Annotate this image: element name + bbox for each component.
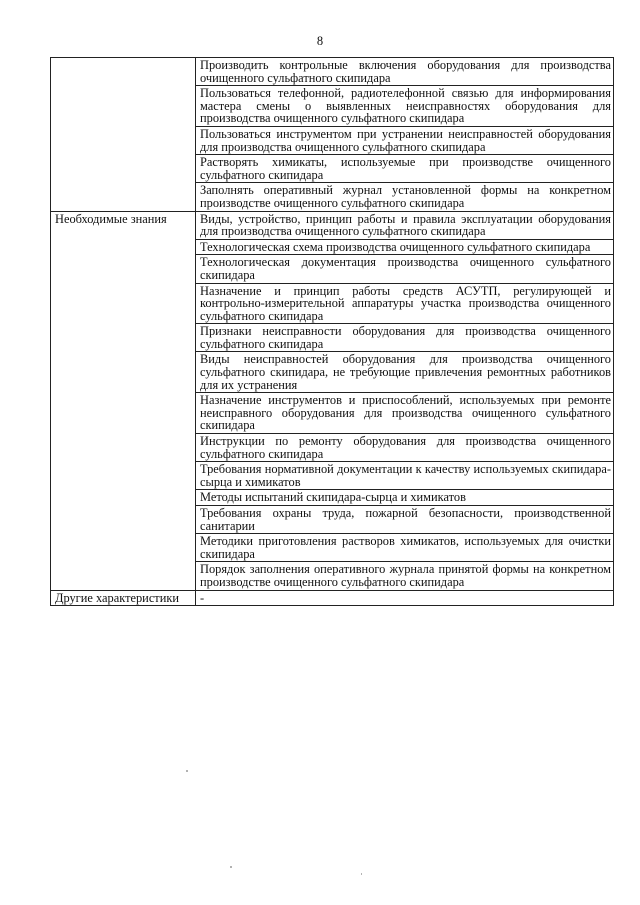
table-cell: Виды, устройство, принцип работы и правила эксплуатации оборудования для производства очищенного сульфатного скипидара xyxy=(196,211,614,239)
table-cell: Требования охраны труда, пожарной безопасности, производственной санитарии xyxy=(196,506,614,534)
competency-table xyxy=(50,57,614,606)
section-label-other: Другие характеристики xyxy=(51,590,196,606)
table-cell: Порядок заполнения оперативного журнала принятой формы на конкретном производстве очищенного сульфатного скипидара xyxy=(196,562,614,590)
table-cell: Растворять химикаты, используемые при производстве очищенного сульфатного скипидара xyxy=(196,155,614,183)
table-row xyxy=(51,590,614,606)
table-cell: Инструкции по ремонту оборудования для производства очищенного сульфатного скипидара xyxy=(196,434,614,462)
table-cell: Пользоваться телефонной, радиотелефонной связью для информирования мастера смены о выявленных неисправностях оборудования для производства очищенного сульфатного скипидара xyxy=(196,86,614,127)
scan-speck xyxy=(230,866,232,868)
table-row xyxy=(51,211,614,239)
scan-speck xyxy=(186,770,188,772)
table-cell: - xyxy=(196,590,614,606)
table-row xyxy=(51,58,614,86)
table-cell: Технологическая схема производства очищенного сульфатного скипидара xyxy=(196,239,614,255)
table-cell: Пользоваться инструментом при устранении неисправностей оборудования для производства очищенного сульфатного скипидара xyxy=(196,126,614,154)
table-cell: Назначение инструментов и приспособлений, используемых при ремонте неисправного оборудования для производства очищенного сульфатного скипидара xyxy=(196,393,614,434)
scan-speck xyxy=(361,873,362,875)
table-cell: Технологическая документация производства очищенного сульфатного скипидара xyxy=(196,255,614,283)
section-label-skills xyxy=(51,58,196,212)
table-cell: Производить контрольные включения оборудования для производства очищенного сульфатного скипидара xyxy=(196,58,614,86)
table-cell: Виды неисправностей оборудования для производства очищенного сульфатного скипидара, не требующие привлечения ремонтных работников для их устранения xyxy=(196,352,614,393)
section-label-knowledge: Необходимые знания xyxy=(51,211,196,590)
table-cell: Признаки неисправности оборудования для производства очищенного сульфатного скипидара xyxy=(196,324,614,352)
table-cell: Требования нормативной документации к качеству используемых скипидара-сырца и химикатов xyxy=(196,462,614,490)
table-cell: Заполнять оперативный журнал установленной формы на конкретном производстве очищенного сульфатного скипидара xyxy=(196,183,614,211)
table-cell: Методы испытаний скипидара-сырца и химикатов xyxy=(196,490,614,506)
table-cell: Методики приготовления растворов химикатов, используемых для очистки скипидара xyxy=(196,534,614,562)
table-cell: Назначение и принцип работы средств АСУТП, регулирующей и контрольно-измерительной аппаратуры участка производства очищенного сульфатного скипидара xyxy=(196,283,614,324)
page-number: 8 xyxy=(316,34,324,48)
